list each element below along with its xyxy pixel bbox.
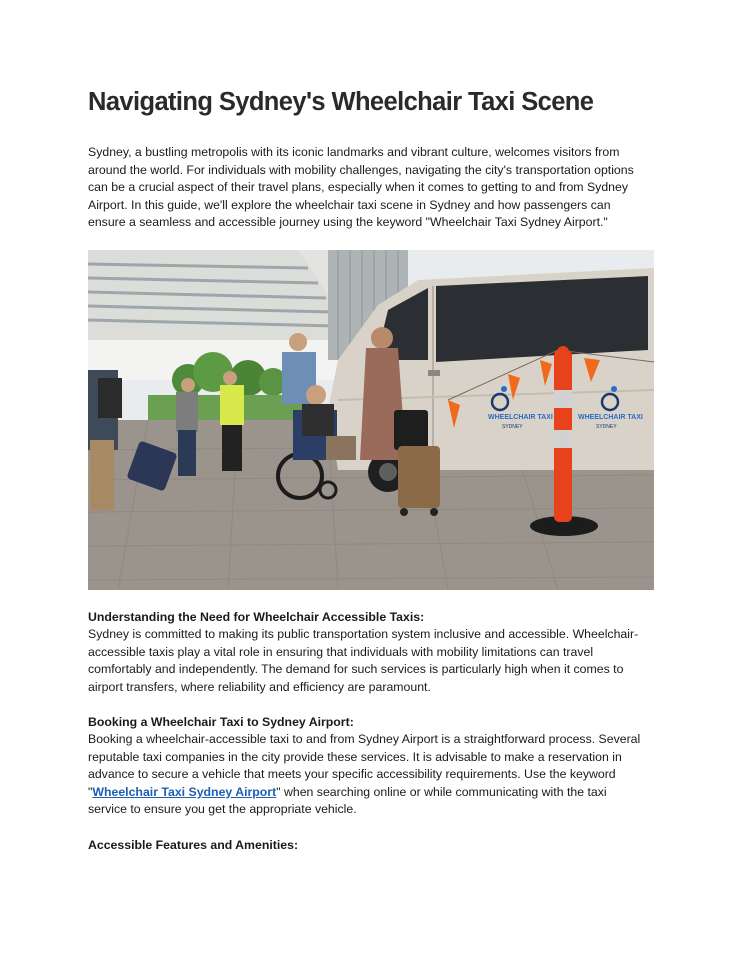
intro-paragraph: Sydney, a bustling metropolis with its iconic landmarks and vibrant culture, welcomes visitors from around the world. For individuals with mobility challenges, navigating the city's transportation options can be a crucial aspect of their travel plans, especially when it comes to getting to and from Sydney Airport. In this guide, we'll explore the wheelchair taxi scene in Sydney and how passengers can ensure a seamless and accessible journey using the keyword "Wheelchair Taxi Sydney Airport." (88, 145, 634, 230)
booking-text-before: Booking a wheelchair-accessible taxi to and from Sydney Airport is a straightforward process. Several reputable taxi companies in the city provide these services. It is advisable to make a reservation in advance to secure a vehicle that meets your specific accessibility requirements. Use the keyword " (88, 732, 641, 799)
logo-line1-b: WHEELCHAIR TAXI (578, 414, 643, 421)
section-body-need: Sydney is committed to making its public transportation system inclusive and accessible. Wheelchair-accessible taxis play a vital role in ensuring that individuals with mobility limitations can travel comfortably and independently. The demand for such services is particularly high when it comes to airport transfers, where reliability and efficiency are paramount. (88, 627, 639, 694)
logo-line2-b: SYDNEY (596, 424, 617, 430)
booking-text-after: " when searching online or while communicating with the taxi service to ensure you get the appropriate vehicle. (88, 784, 607, 817)
logo-line2: SYDNEY (502, 424, 523, 430)
logo-line1: WHEELCHAIR TAXI (488, 414, 553, 421)
section-heading-booking: Booking a Wheelchair Taxi to Sydney Airport: (88, 715, 354, 729)
section-heading-features: Accessible Features and Amenities: (88, 838, 299, 852)
wheelchair-taxi-photo (88, 250, 654, 590)
page-title: Navigating Sydney's Wheelchair Taxi Scene (88, 88, 594, 116)
section-heading-need: Understanding the Need for Wheelchair Accessible Taxis: (88, 610, 425, 624)
wheelchair-taxi-link[interactable]: Wheelchair Taxi Sydney Airport (92, 784, 277, 799)
section-body-booking (88, 731, 648, 819)
